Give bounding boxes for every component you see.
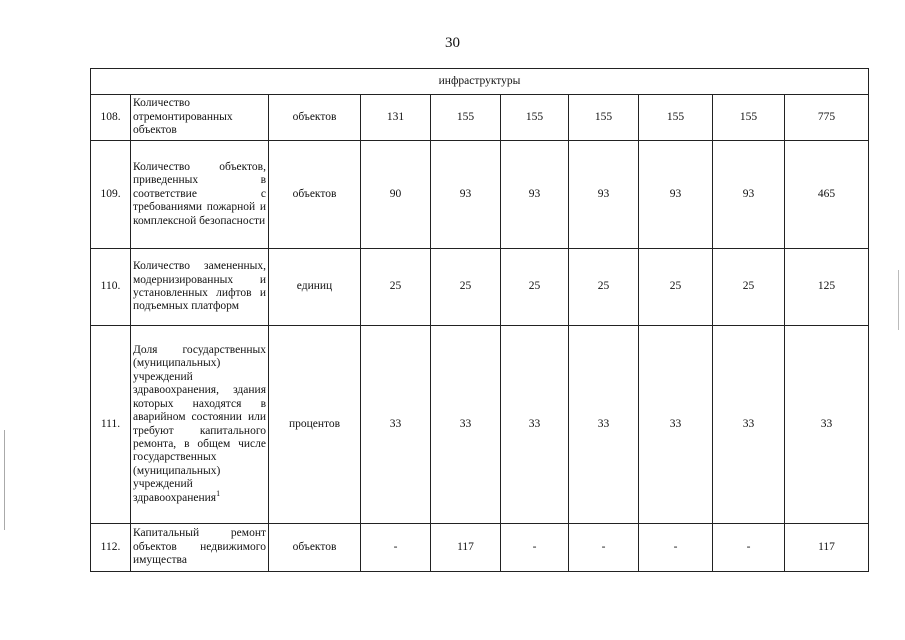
value-cell: 155 [713, 95, 785, 141]
value-cell: 25 [569, 249, 639, 326]
indicators-table [90, 68, 869, 572]
value-cell: 93 [431, 141, 501, 249]
indicator-name: Капитальный ремонт объектов недвижимого имущества [131, 524, 269, 572]
value-cell: 93 [713, 141, 785, 249]
value-cell: 33 [713, 326, 785, 524]
scan-edge-mark [898, 270, 899, 330]
total-cell: 117 [785, 524, 869, 572]
unit-cell: объектов [269, 141, 361, 249]
value-cell: 93 [501, 141, 569, 249]
unit-cell: процентов [269, 326, 361, 524]
value-cell: 93 [639, 141, 713, 249]
value-cell: 33 [639, 326, 713, 524]
table-row [91, 524, 869, 572]
value-cell: 90 [361, 141, 431, 249]
page-number: 30 [445, 35, 460, 51]
value-cell: 33 [361, 326, 431, 524]
value-cell: - [569, 524, 639, 572]
indicator-name: Количество объектов, приведенных в соответствие с требованиями пожарной и комплексной безопасности [131, 141, 269, 249]
indicator-name [131, 326, 269, 524]
value-cell: 25 [713, 249, 785, 326]
value-cell: 33 [431, 326, 501, 524]
value-cell: 93 [569, 141, 639, 249]
value-cell: 131 [361, 95, 431, 141]
row-number: 110. [91, 249, 131, 326]
row-number: 108. [91, 95, 131, 141]
table-row [91, 95, 869, 141]
total-cell: 775 [785, 95, 869, 141]
footnote-marker: 1 [216, 488, 221, 498]
table-row [91, 326, 869, 524]
total-cell: 33 [785, 326, 869, 524]
unit-cell: объектов [269, 524, 361, 572]
section-header-row [91, 69, 869, 95]
value-cell: 155 [569, 95, 639, 141]
table-row [91, 141, 869, 249]
indicator-name: Количество замененных, модернизированных и установленных лифтов и подъемных платформ [131, 249, 269, 326]
scan-edge-mark [4, 430, 5, 530]
value-cell: 155 [501, 95, 569, 141]
row-number: 111. [91, 326, 131, 524]
section-title: инфраструктуры [91, 69, 869, 95]
unit-cell: объектов [269, 95, 361, 141]
value-cell: - [361, 524, 431, 572]
value-cell: 155 [639, 95, 713, 141]
value-cell: 25 [361, 249, 431, 326]
table-row [91, 249, 869, 326]
value-cell: 33 [501, 326, 569, 524]
row-number: 112. [91, 524, 131, 572]
value-cell: 25 [431, 249, 501, 326]
unit-cell: единиц [269, 249, 361, 326]
indicator-name-text: Доля государственных (муниципальных) учреждений здравоохранения, здания которых находятся в аварийном состоянии или требуют капитального ремонта, в общем числе государственных (муниципальных) учреждений здравоохранения [133, 344, 266, 504]
value-cell: 25 [501, 249, 569, 326]
total-cell: 465 [785, 141, 869, 249]
indicator-name: Количество отремонтированных объектов [131, 95, 269, 141]
value-cell: - [713, 524, 785, 572]
value-cell: 33 [569, 326, 639, 524]
value-cell: 25 [639, 249, 713, 326]
row-number: 109. [91, 141, 131, 249]
total-cell: 125 [785, 249, 869, 326]
value-cell: 155 [431, 95, 501, 141]
value-cell: - [501, 524, 569, 572]
value-cell: 117 [431, 524, 501, 572]
value-cell: - [639, 524, 713, 572]
